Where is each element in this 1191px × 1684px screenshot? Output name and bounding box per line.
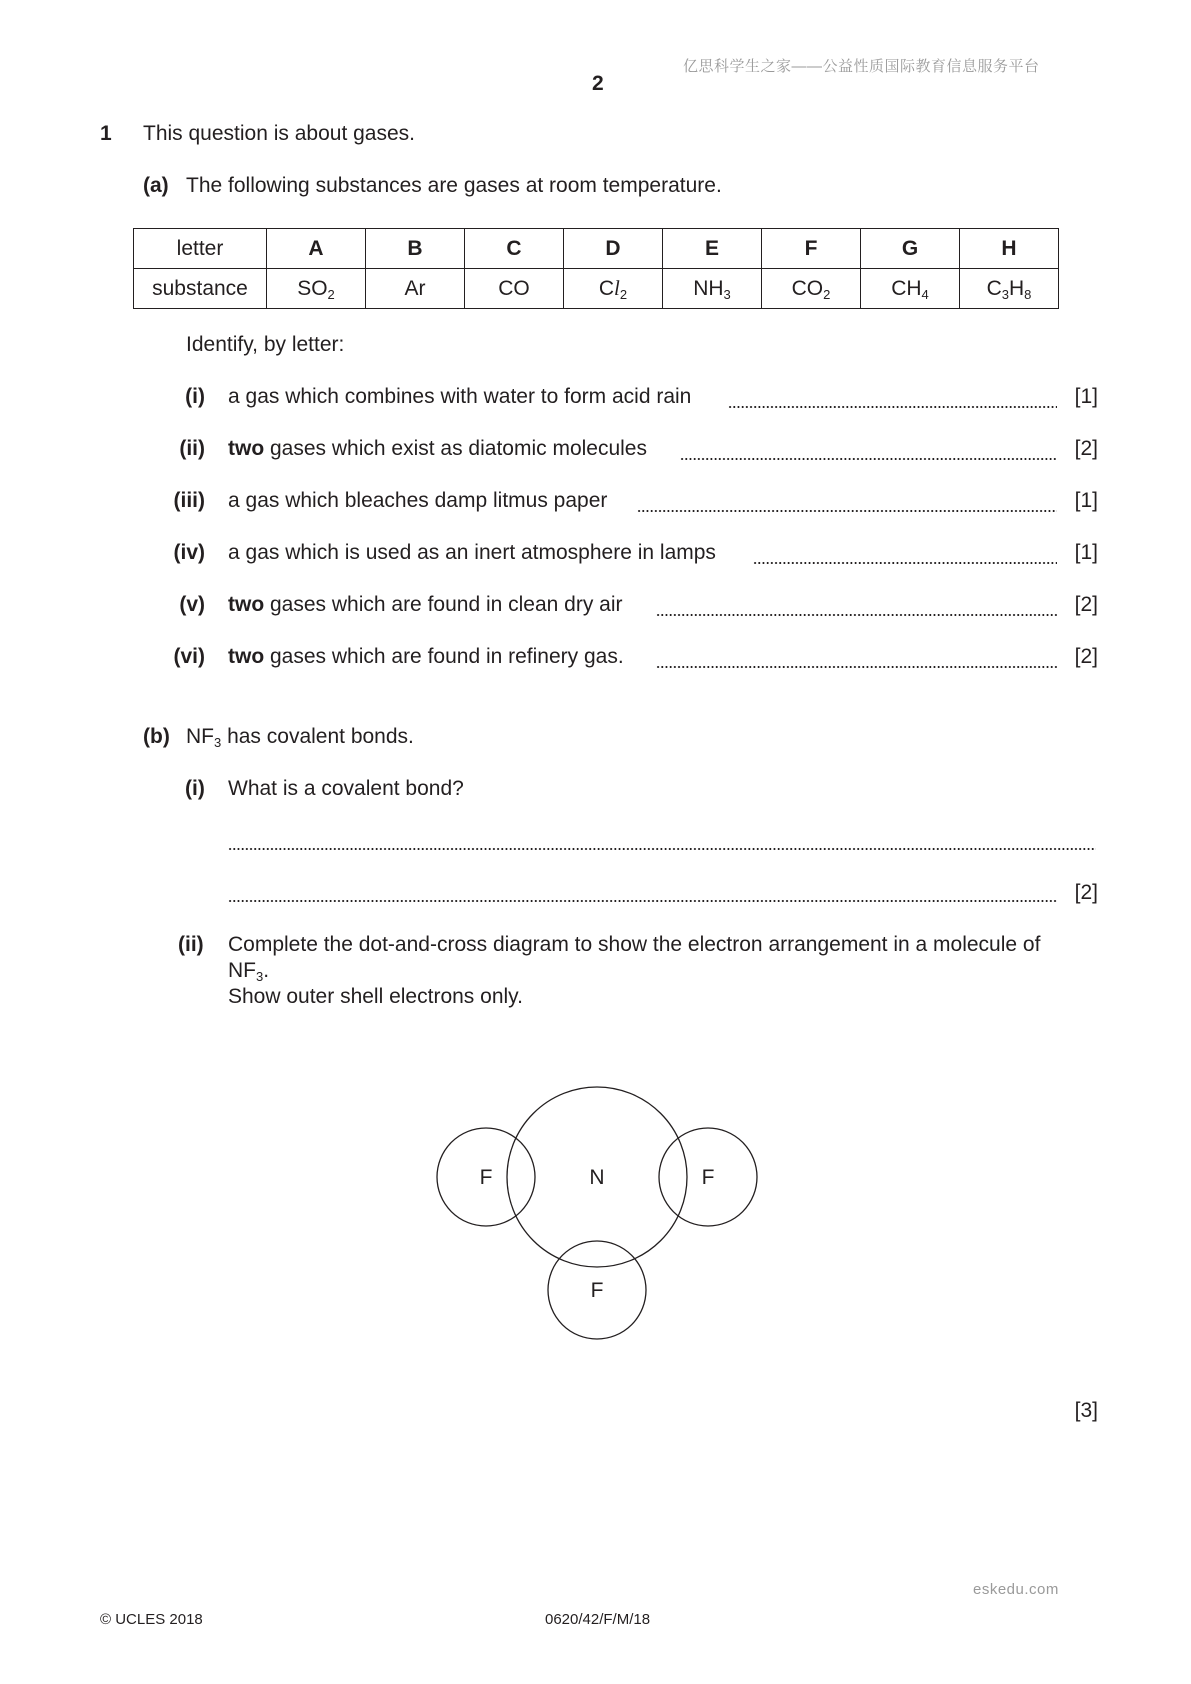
item-mark: [2] xyxy=(1074,437,1098,460)
item-number: (ii) xyxy=(179,437,205,460)
fluorine-label-left: F xyxy=(479,1166,493,1189)
substance-cell: $NH_3$ xyxy=(663,269,762,309)
item-bold: two xyxy=(228,593,265,616)
item-mark: [2] xyxy=(1074,593,1098,616)
part-b-ii-mark: [3] xyxy=(1074,1399,1098,1422)
substance-cell: CO xyxy=(465,269,564,309)
item-mark: [1] xyxy=(1074,489,1098,512)
item-number: (iii) xyxy=(173,489,205,512)
letter-header: letter xyxy=(134,229,267,269)
page-number: 2 xyxy=(592,72,604,95)
part-b-i-text: What is a covalent bond? xyxy=(228,777,464,800)
item-bold: two xyxy=(228,645,265,668)
item-bold: two xyxy=(228,437,265,460)
letter-cell: C xyxy=(465,229,564,269)
item-text: gases which are found in clean dry air xyxy=(264,593,623,616)
gas-table xyxy=(133,228,1059,309)
part-b-label: (b) xyxy=(143,725,170,748)
letter-cell: E xyxy=(663,229,762,269)
nf3-outline-diagram[interactable] xyxy=(430,1080,770,1350)
substance-cell: $CH_4$ xyxy=(861,269,960,309)
identify-instruction: Identify, by letter: xyxy=(186,333,345,356)
question-intro: This question is about gases. xyxy=(143,122,415,145)
footer-code: 0620/42/F/M/18 xyxy=(545,1611,651,1628)
letter-cell: D xyxy=(564,229,663,269)
substance-cell: Ar xyxy=(366,269,465,309)
question-number: 1 xyxy=(100,122,112,145)
part-b-text-suffix: has covalent bonds. xyxy=(221,725,414,748)
part-b-i-mark: [2] xyxy=(1074,881,1098,904)
answer-line[interactable] xyxy=(637,510,1057,512)
letter-row xyxy=(134,229,1059,269)
part-a-label: (a) xyxy=(143,174,169,197)
question-item xyxy=(0,489,1191,519)
answer-line[interactable] xyxy=(228,848,1096,850)
item-text: gases which are found in refinery gas. xyxy=(264,645,624,668)
answer-line[interactable] xyxy=(728,406,1057,408)
part-b-i-number: (i) xyxy=(185,777,205,800)
item-text: gases which exist as diatomic molecules xyxy=(264,437,647,460)
item-number: (iv) xyxy=(173,541,205,564)
answer-line[interactable] xyxy=(753,562,1057,564)
item-number: (i) xyxy=(185,385,205,408)
fluorine-label-bottom: F xyxy=(590,1279,604,1302)
item-number: (v) xyxy=(179,593,205,616)
item-text: a gas which combines with water to form acid rain xyxy=(228,385,692,408)
answer-line[interactable] xyxy=(656,666,1057,668)
letter-cell: G xyxy=(861,229,960,269)
item-mark: [1] xyxy=(1074,385,1098,408)
letter-cell: F xyxy=(762,229,861,269)
part-b-ii-instruction: Show outer shell electrons only. xyxy=(228,985,523,1008)
question-item xyxy=(0,437,1191,467)
item-text: a gas which bleaches damp litmus paper xyxy=(228,489,608,512)
item-mark: [1] xyxy=(1074,541,1098,564)
question-item xyxy=(0,593,1191,623)
substance-row xyxy=(134,269,1059,309)
item-number: (vi) xyxy=(173,645,205,668)
question-item xyxy=(0,541,1191,571)
letter-cell: B xyxy=(366,229,465,269)
substance-cell: $CO_2$ xyxy=(762,269,861,309)
substance-cell: $SO_2$ xyxy=(267,269,366,309)
answer-line[interactable] xyxy=(680,458,1057,460)
letter-cell: A xyxy=(267,229,366,269)
fluorine-label-right: F xyxy=(701,1166,715,1189)
letter-cell: H xyxy=(960,229,1059,269)
bottom-watermark: eskedu.com xyxy=(973,1581,1059,1598)
question-item xyxy=(0,385,1191,415)
question-item xyxy=(0,645,1191,675)
part-b-ii-text: Complete the dot-and-cross diagram to show the electron arrangement in a molecule of xyxy=(228,933,1041,956)
item-text: a gas which is used as an inert atmosphere in lamps xyxy=(228,541,716,564)
part-b-ii-number: (ii) xyxy=(178,933,204,956)
part-b-ii-formula: $NF_3$. xyxy=(228,959,270,984)
substance-cell: $C_3H_8$ xyxy=(960,269,1059,309)
answer-line[interactable] xyxy=(656,614,1057,616)
item-mark: [2] xyxy=(1074,645,1098,668)
substance-header: substance xyxy=(134,269,267,309)
answer-line[interactable] xyxy=(228,900,1058,902)
part-a-text: The following substances are gases at room temperature. xyxy=(186,174,722,197)
substance-cell: $Cl_2$ xyxy=(564,269,663,309)
nitrogen-label: N xyxy=(589,1166,605,1189)
footer-copyright: © UCLES 2018 xyxy=(100,1611,203,1628)
top-watermark: 亿思科学生之家——公益性质国际教育信息服务平台 xyxy=(683,58,1040,75)
part-b-text: $NF_3$ has covalent bonds. xyxy=(186,725,414,750)
